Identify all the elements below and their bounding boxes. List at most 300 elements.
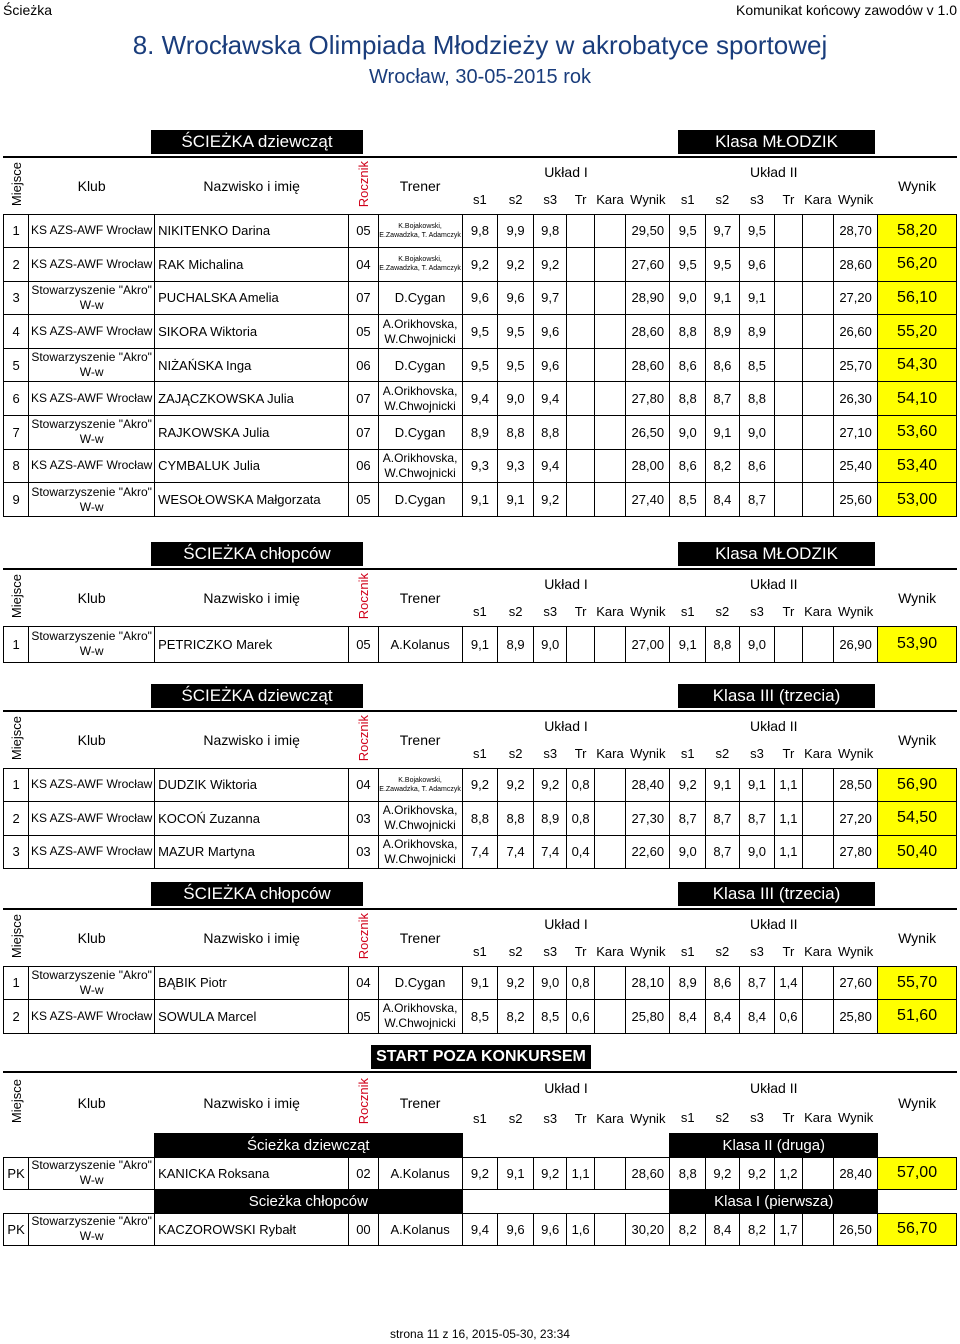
page-title: 8. Wrocławska Olimpiada Młodzieży w akrobatyce sportowej [132,30,828,60]
col-header-s1-u2: s1 [680,944,695,960]
score-u1-5: 27,40 [626,483,670,517]
result-row [4,1157,957,1189]
score-u1-2: 9,2 [533,248,567,282]
col-header-kara-u1: Kara [596,746,624,762]
score-u1-5: 28,40 [626,768,670,802]
score-u1-0: 8,8 [462,802,498,836]
athlete-name: NIKITENKO Darina [155,214,349,248]
score-u1-3 [567,483,594,517]
score-u1-1: 9,2 [498,768,534,802]
score-u2-2: 8,4 [739,1000,775,1034]
col-header-trener: Trener [399,1094,441,1111]
col-header-wynik-u2: Wynik [837,1110,874,1126]
header-right: Komunikat końcowy zawodów v 1.0 [736,2,957,18]
total-score: 54,30 [878,348,957,382]
results-table [3,570,957,663]
score-u1-2: 9,2 [533,1157,567,1189]
birth-year: 00 [349,1213,378,1245]
score-u2-4 [802,416,833,450]
col-header-kara-u1: Kara [596,1110,624,1126]
score-u1-3 [567,248,594,282]
col-header-tr-u2: Tr [782,746,795,762]
score-u2-5: 28,60 [834,248,878,282]
score-u1-1: 9,1 [498,1157,534,1189]
birth-year: 07 [349,382,378,416]
score-u2-3 [775,416,802,450]
place: 1 [4,626,29,662]
score-u2-4 [802,281,833,315]
score-u1-5: 26,50 [626,416,670,450]
score-u2-0: 8,5 [670,483,706,517]
col-header-kara-u2: Kara [804,192,832,208]
score-u2-0: 8,2 [670,1213,706,1245]
score-u1-0: 9,1 [462,966,498,1000]
club: Stowarzyszenie "Akro" W-w [29,1157,155,1189]
col-header-s1-u1: s1 [473,604,487,620]
col-header-uklad2: Układ II [750,1080,798,1096]
score-u2-0: 8,8 [670,315,706,349]
athlete-name: SIKORA Wiktoria [155,315,349,349]
score-u1-5: 27,60 [626,248,670,282]
col-header-wynik-u1: Wynik [630,192,666,208]
coach: A.Kolanus [378,626,462,662]
col-header-klub: Klub [77,929,106,946]
score-u2-0: 9,2 [670,768,706,802]
col-header-nazwisko: Nazwisko i imię [203,929,300,946]
col-header-rocznik-label: Rocznik [355,161,371,208]
score-u2-4 [802,483,833,517]
col-header-tr-u2: Tr [782,944,795,960]
col-header-wynik-u1: Wynik [630,604,666,620]
athlete-name: KACZOROWSKI Rybałt [155,1213,349,1245]
coach: D.Cygan [378,416,462,450]
col-header-tr-u2: Tr [782,1110,795,1126]
score-u2-4 [802,768,833,802]
score-u2-2: 8,2 [739,1213,775,1245]
col-header-tr-u1: Tr [574,746,587,762]
score-u2-1: 8,8 [706,626,740,662]
birth-year: 05 [349,214,378,248]
birth-year: 06 [349,348,378,382]
score-u2-0: 9,5 [670,214,706,248]
col-header-s2-u1: s2 [508,746,523,762]
score-u1-0: 9,1 [462,626,498,662]
col-header-wynik-u2: Wynik [837,604,874,620]
score-u2-3: 1,1 [775,802,802,836]
score-u2-4 [802,626,833,662]
col-header-wynik-u1: Wynik [630,746,666,762]
col-header-s2-u1: s2 [508,604,523,620]
score-u1-4 [594,768,625,802]
col-header-s2-u2: s2 [715,192,730,208]
score-u2-3: 1,1 [775,835,802,869]
score-u1-1: 8,9 [498,626,534,662]
score-u2-2: 9,1 [739,281,775,315]
col-header-wynik: Wynik [898,929,937,946]
score-u1-5: 27,00 [626,626,670,662]
category-row [4,1133,957,1157]
col-header-uklad1: Układ I [544,576,588,592]
coach: A.Orikhovska, W.Chwojnicki [378,1000,462,1034]
col-header-wynik: Wynik [898,177,937,194]
score-u1-0: 8,5 [462,1000,498,1034]
athlete-name: PETRICZKO Marek [155,626,349,662]
col-header-kara-u2: Kara [804,944,832,960]
poza-bar [3,1045,957,1073]
col-header-uklad2: Układ II [750,164,798,180]
place: 1 [4,214,29,248]
score-u1-5: 28,00 [626,449,670,483]
score-u2-5: 27,10 [834,416,878,450]
col-header-s2-u2: s2 [715,1110,730,1126]
col-header-tr-u1: Tr [574,604,587,620]
section-class-label: Klasa III (trzecia) [678,684,875,708]
category-class: Klasa II (druga) [670,1133,878,1157]
page-subtitle: Wrocław, 30-05-2015 rok [369,66,591,88]
coach: K.Bojakowski, E.Zawadzka, T. Adamczyk [378,768,462,802]
score-u1-3: 1,1 [567,1157,594,1189]
score-u1-5: 28,60 [626,348,670,382]
score-u2-4 [802,315,833,349]
score-u1-1: 9,1 [498,483,534,517]
col-header-s3-u1: s3 [543,192,558,208]
athlete-name: KANICKA Roksana [155,1157,349,1189]
col-header-s1-u2: s1 [680,746,695,762]
score-u1-3 [567,382,594,416]
club: Stowarzyszenie "Akro" W-w [29,483,155,517]
score-u2-0: 9,0 [670,835,706,869]
score-u1-4 [594,1157,625,1189]
score-u2-5: 26,60 [834,315,878,349]
result-row [4,248,957,282]
score-u2-1: 8,6 [706,966,740,1000]
score-u1-1: 9,6 [498,1213,534,1245]
score-u1-5: 29,50 [626,214,670,248]
score-u2-5: 28,40 [834,1157,878,1189]
score-u1-1: 9,6 [498,281,534,315]
club: KS AZS-AWF Wrocław [29,802,155,836]
total-score: 57,00 [878,1157,957,1189]
birth-year: 07 [349,281,378,315]
col-header-tr-u1: Tr [574,1110,587,1126]
score-u2-2: 8,8 [739,382,775,416]
score-u2-1: 8,4 [706,1213,740,1245]
section-class-label: Klasa III (trzecia) [678,882,875,906]
athlete-name: NIŻAŃSKA Inga [155,348,349,382]
club: KS AZS-AWF Wrocław [29,315,155,349]
score-u1-2: 7,4 [533,835,567,869]
score-u2-5: 27,20 [834,802,878,836]
col-header-s2-u1: s2 [508,1110,523,1126]
col-header-kara-u2: Kara [804,746,832,762]
col-header-kara-u2: Kara [804,1110,832,1126]
athlete-name: CYMBALUK Julia [155,449,349,483]
category-path: Scieżka chłopców [155,1189,462,1213]
score-u1-2: 8,9 [533,802,567,836]
result-row [4,315,957,349]
score-u2-1: 9,1 [706,416,740,450]
score-u1-4 [594,835,625,869]
birth-year: 05 [349,483,378,517]
total-score: 56,20 [878,248,957,282]
col-header-uklad1: Układ I [544,916,588,932]
score-u1-4 [594,348,625,382]
col-header-nazwisko: Nazwisko i imię [203,1094,300,1111]
score-u2-2: 9,1 [739,768,775,802]
score-u1-5: 22,60 [626,835,670,869]
col-header-kara-u1: Kara [596,604,624,620]
score-u2-4 [802,248,833,282]
result-row [4,966,957,1000]
result-row [4,348,957,382]
score-u1-4 [594,802,625,836]
score-u2-4 [802,1000,833,1034]
score-u1-0: 9,5 [462,315,498,349]
category-class: Klasa I (pierwsza) [670,1189,878,1213]
col-header-kara-u1: Kara [596,944,624,960]
col-header-s2-u1: s2 [508,944,523,960]
col-header-s3-u2: s3 [750,604,764,620]
score-u2-1: 8,6 [706,348,740,382]
score-u2-4 [802,1213,833,1245]
total-score: 56,90 [878,768,957,802]
birth-year: 05 [349,315,378,349]
coach: K.Bojakowski, E.Zawadzka, T. Adamczyk [378,214,462,248]
score-u1-1: 8,2 [498,1000,534,1034]
club: Stowarzyszenie "Akro" W-w [29,1213,155,1245]
col-header-wynik-u2: Wynik [837,944,874,960]
place: 7 [4,416,29,450]
col-header-trener: Trener [399,929,441,946]
score-u2-1: 8,2 [706,449,740,483]
score-u2-0: 8,8 [670,382,706,416]
col-header-rocznik-label: Rocznik [355,913,371,960]
score-u1-5: 27,80 [626,382,670,416]
athlete-name: RAK Michalina [155,248,349,282]
score-u2-0: 8,6 [670,348,706,382]
col-header-miejsce [4,712,29,768]
score-u2-0: 8,4 [670,1000,706,1034]
coach: A.Orikhovska, W.Chwojnicki [378,802,462,836]
place: 5 [4,348,29,382]
results-table [3,910,957,1034]
section-bar [3,882,957,910]
athlete-name: KOCOŃ Zuzanna [155,802,349,836]
score-u2-1: 8,9 [706,315,740,349]
place: 3 [4,281,29,315]
col-header-kara-u1: Kara [596,192,624,208]
score-u2-1: 8,7 [706,835,740,869]
score-u1-2: 9,2 [533,768,567,802]
col-header-s1-u1: s1 [473,746,487,762]
place: 2 [4,248,29,282]
poza-table [3,1073,957,1246]
score-u1-1: 9,3 [498,449,534,483]
score-u2-3 [775,382,802,416]
col-header-miejsce-label: Miejsce [8,574,24,619]
athlete-name: ZAJĄCZKOWSKA Julia [155,382,349,416]
score-u2-3 [775,281,802,315]
score-u2-0: 8,6 [670,449,706,483]
club: KS AZS-AWF Wrocław [29,1000,155,1034]
score-u2-3 [775,315,802,349]
score-u2-4 [802,348,833,382]
score-u1-3: 0,6 [567,1000,594,1034]
score-u1-3: 0,8 [567,966,594,1000]
score-u1-1: 9,0 [498,382,534,416]
section-class-label: Klasa MŁODZIK [678,130,875,154]
col-header-wynik: Wynik [898,589,937,606]
col-header-rocznik-label: Rocznik [355,715,371,762]
col-header-uklad2: Układ II [750,576,798,592]
col-header-wynik-u2: Wynik [837,192,874,208]
result-row [4,626,957,662]
score-u1-4 [594,483,625,517]
col-header-kara-u2: Kara [804,604,832,620]
score-u1-3: 1,6 [567,1213,594,1245]
score-u2-5: 27,60 [834,966,878,1000]
score-u2-2: 8,7 [739,966,775,1000]
col-header-rocznik [349,910,378,966]
score-u1-4 [594,315,625,349]
place: 2 [4,1000,29,1034]
score-u2-2: 9,2 [739,1157,775,1189]
score-u1-4 [594,449,625,483]
score-u2-5: 25,60 [834,483,878,517]
score-u1-2: 9,2 [533,483,567,517]
score-u1-5: 28,10 [626,966,670,1000]
score-u2-3: 1,2 [775,1157,802,1189]
score-u2-5: 27,80 [834,835,878,869]
score-u1-3 [567,449,594,483]
results-section [3,542,957,663]
col-header-s3-u1: s3 [543,604,558,620]
score-u2-3 [775,626,802,662]
score-u1-4 [594,281,625,315]
results-section [3,684,957,869]
col-header-uklad2: Układ II [750,718,798,734]
score-u1-2: 8,5 [533,1000,567,1034]
col-header-rocznik [349,570,378,626]
score-u2-3: 1,4 [775,966,802,1000]
score-u1-2: 9,8 [533,214,567,248]
place: PK [4,1213,29,1245]
score-u1-2: 9,6 [533,315,567,349]
score-u2-3 [775,348,802,382]
score-u2-4 [802,802,833,836]
score-u2-1: 8,4 [706,483,740,517]
score-u1-0: 9,2 [462,248,498,282]
club: Stowarzyszenie "Akro" W-w [29,966,155,1000]
score-u2-2: 9,0 [739,626,775,662]
score-u1-4 [594,382,625,416]
coach: A.Orikhovska, W.Chwojnicki [378,382,462,416]
col-header-nazwisko: Nazwisko i imię [203,589,300,606]
col-header-nazwisko: Nazwisko i imię [203,177,300,194]
score-u1-0: 9,5 [462,348,498,382]
score-u2-5: 26,50 [834,1213,878,1245]
score-u2-3 [775,483,802,517]
athlete-name: DUDZIK Wiktoria [155,768,349,802]
place: 3 [4,835,29,869]
total-score: 50,40 [878,835,957,869]
score-u2-2: 8,5 [739,348,775,382]
coach: A.Kolanus [378,1157,462,1189]
athlete-name: BĄBIK Piotr [155,966,349,1000]
score-u2-2: 9,0 [739,416,775,450]
score-u2-3: 1,7 [775,1213,802,1245]
athlete-name: PUCHALSKA Amelia [155,281,349,315]
score-u1-5: 25,80 [626,1000,670,1034]
col-header-miejsce [4,910,29,966]
score-u1-0: 9,2 [462,768,498,802]
col-header-tr-u2: Tr [782,604,795,620]
col-header-s1-u2: s1 [680,1110,695,1126]
score-u2-0: 9,1 [670,626,706,662]
col-header-miejsce [4,1073,29,1133]
score-u1-3 [567,281,594,315]
score-u2-0: 8,9 [670,966,706,1000]
birth-year: 04 [349,248,378,282]
score-u1-3 [567,315,594,349]
col-header-rocznik [349,1073,378,1133]
result-row [4,416,957,450]
col-header-miejsce [4,158,29,214]
col-header-klub: Klub [77,1095,106,1111]
score-u2-0: 9,0 [670,281,706,315]
total-score: 55,70 [878,966,957,1000]
score-u1-1: 9,5 [498,348,534,382]
col-header-s2-u2: s2 [715,604,730,620]
score-u1-0: 9,4 [462,1213,498,1245]
score-u2-1: 9,1 [706,768,740,802]
athlete-name: SOWULA Marcel [155,1000,349,1034]
total-score: 58,20 [878,214,957,248]
col-header-uklad2: Układ II [750,916,798,932]
score-u1-1: 9,9 [498,214,534,248]
score-u1-4 [594,248,625,282]
col-header-trener: Trener [399,731,441,748]
col-header-klub: Klub [77,589,106,606]
col-header-wynik-u1: Wynik [630,944,666,960]
col-header-rocznik-label: Rocznik [355,1078,371,1125]
total-score: 53,60 [878,416,957,450]
col-header-wynik-u1: Wynik [630,1110,666,1126]
score-u1-3 [567,626,594,662]
score-u2-3: 0,6 [775,1000,802,1034]
col-header-klub: Klub [77,731,106,748]
col-header-tr-u1: Tr [574,192,587,208]
score-u1-3: 0,4 [567,835,594,869]
score-u1-2: 9,4 [533,449,567,483]
score-u2-5: 28,50 [834,768,878,802]
col-header-s1-u2: s1 [680,604,695,620]
club: Stowarzyszenie "Akro" W-w [29,281,155,315]
score-u2-2: 9,5 [739,214,775,248]
score-u2-5: 28,70 [834,214,878,248]
score-u1-4 [594,1213,625,1245]
section-class-label: Klasa MŁODZIK [678,542,875,566]
score-u1-0: 9,6 [462,281,498,315]
col-header-s1-u2: s1 [680,192,695,208]
score-u2-0: 8,7 [670,802,706,836]
score-u1-1: 8,8 [498,416,534,450]
score-u1-3 [567,214,594,248]
athlete-name: WESOŁOWSKA Małgorzata [155,483,349,517]
club: KS AZS-AWF Wrocław [29,449,155,483]
score-u1-0: 8,9 [462,416,498,450]
score-u1-0: 7,4 [462,835,498,869]
